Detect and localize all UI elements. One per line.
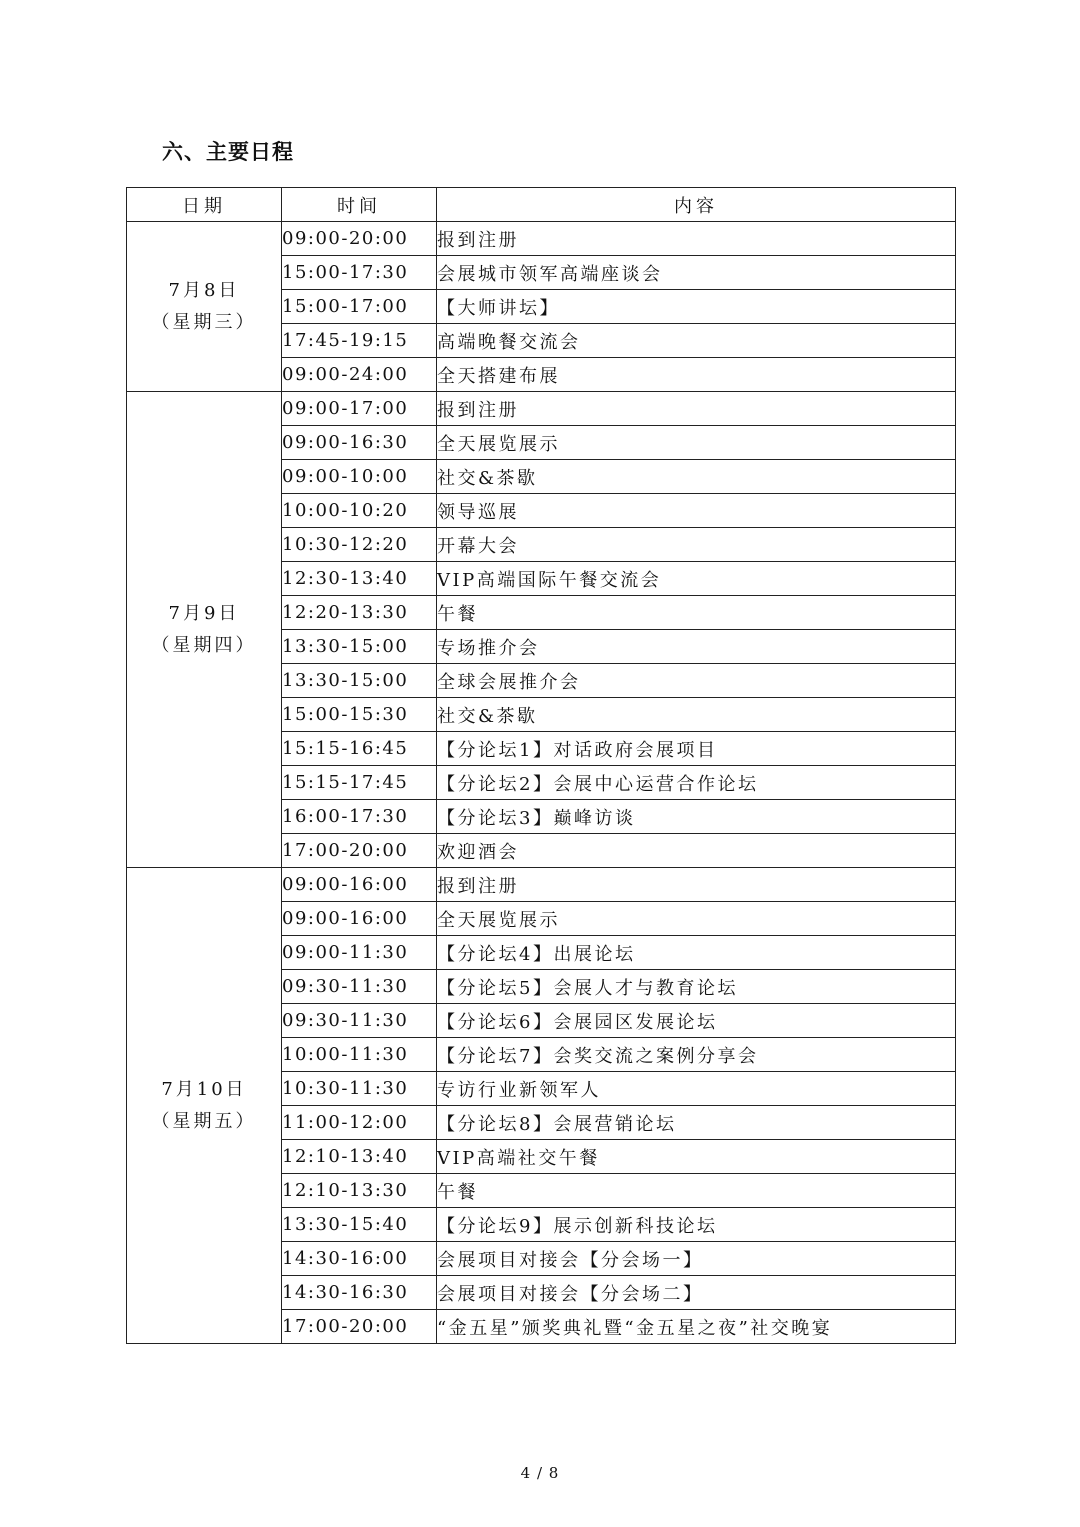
date-cell bbox=[127, 222, 282, 392]
content-cell: 专场推介会 bbox=[437, 630, 956, 664]
content-cell: 【大师讲坛】 bbox=[437, 290, 956, 324]
content-cell: 全天搭建布展 bbox=[437, 358, 956, 392]
content-cell: 会展城市领军高端座谈会 bbox=[437, 256, 956, 290]
time-cell: 10:00-10:20 bbox=[282, 494, 437, 528]
section-title: 六、主要日程 bbox=[162, 140, 294, 164]
date-label: 7月9日 bbox=[168, 602, 240, 624]
page-number: 4 / 8 bbox=[520, 1464, 560, 1482]
date-cell bbox=[127, 868, 282, 1344]
content-cell: 社交&茶歇 bbox=[437, 698, 956, 732]
weekday-label: （星期五） bbox=[151, 1110, 257, 1132]
time-cell: 10:30-12:20 bbox=[282, 528, 437, 562]
time-cell: 09:00-24:00 bbox=[282, 358, 437, 392]
date-cell bbox=[127, 392, 282, 868]
time-cell: 15:00-17:00 bbox=[282, 290, 437, 324]
time-cell: 12:10-13:30 bbox=[282, 1174, 437, 1208]
schedule-table bbox=[126, 187, 956, 1344]
time-cell: 12:10-13:40 bbox=[282, 1140, 437, 1174]
content-cell: 全球会展推介会 bbox=[437, 664, 956, 698]
content-cell: 全天展览展示 bbox=[437, 902, 956, 936]
content-cell: 【分论坛8】会展营销论坛 bbox=[437, 1106, 956, 1140]
schedule-row bbox=[127, 868, 956, 902]
weekday-label: （星期三） bbox=[151, 311, 257, 333]
content-cell: 开幕大会 bbox=[437, 528, 956, 562]
time-cell: 17:45-19:15 bbox=[282, 324, 437, 358]
content-cell: VIP高端国际午餐交流会 bbox=[437, 562, 956, 596]
time-cell: 09:00-20:00 bbox=[282, 222, 437, 256]
time-cell: 12:20-13:30 bbox=[282, 596, 437, 630]
content-cell: 【分论坛9】展示创新科技论坛 bbox=[437, 1208, 956, 1242]
content-cell: 午餐 bbox=[437, 1174, 956, 1208]
date-label: 7月10日 bbox=[161, 1078, 247, 1100]
time-cell: 12:30-13:40 bbox=[282, 562, 437, 596]
time-cell: 09:00-16:00 bbox=[282, 902, 437, 936]
time-cell: 09:30-11:30 bbox=[282, 970, 437, 1004]
time-cell: 16:00-17:30 bbox=[282, 800, 437, 834]
time-cell: 09:00-16:00 bbox=[282, 868, 437, 902]
content-cell: 领导巡展 bbox=[437, 494, 956, 528]
schedule-row bbox=[127, 392, 956, 426]
time-cell: 17:00-20:00 bbox=[282, 1310, 437, 1344]
time-cell: 11:00-12:00 bbox=[282, 1106, 437, 1140]
time-cell: 10:30-11:30 bbox=[282, 1072, 437, 1106]
content-cell: “金五星”颁奖典礼暨“金五星之夜”社交晚宴 bbox=[437, 1310, 956, 1344]
content-cell: 专访行业新领军人 bbox=[437, 1072, 956, 1106]
content-cell: 【分论坛6】会展园区发展论坛 bbox=[437, 1004, 956, 1038]
content-cell: VIP高端社交午餐 bbox=[437, 1140, 956, 1174]
content-cell: 【分论坛5】会展人才与教育论坛 bbox=[437, 970, 956, 1004]
weekday-label: （星期四） bbox=[151, 634, 257, 656]
time-cell: 09:30-11:30 bbox=[282, 1004, 437, 1038]
schedule-row bbox=[127, 222, 956, 256]
content-cell: 【分论坛1】对话政府会展项目 bbox=[437, 732, 956, 766]
content-cell: 报到注册 bbox=[437, 868, 956, 902]
content-cell: 会展项目对接会【分会场二】 bbox=[437, 1276, 956, 1310]
content-cell: 报到注册 bbox=[437, 222, 956, 256]
content-cell: 【分论坛2】会展中心运营合作论坛 bbox=[437, 766, 956, 800]
time-cell: 13:30-15:00 bbox=[282, 630, 437, 664]
time-cell: 09:00-11:30 bbox=[282, 936, 437, 970]
schedule-body bbox=[127, 222, 956, 1344]
content-cell: 社交&茶歇 bbox=[437, 460, 956, 494]
time-cell: 17:00-20:00 bbox=[282, 834, 437, 868]
content-cell: 欢迎酒会 bbox=[437, 834, 956, 868]
schedule-header bbox=[127, 188, 956, 222]
time-cell: 13:30-15:40 bbox=[282, 1208, 437, 1242]
time-cell: 15:15-17:45 bbox=[282, 766, 437, 800]
time-cell: 15:15-16:45 bbox=[282, 732, 437, 766]
content-cell: 午餐 bbox=[437, 596, 956, 630]
content-cell: 全天展览展示 bbox=[437, 426, 956, 460]
header-content: 内容 bbox=[437, 188, 956, 222]
content-cell: 高端晚餐交流会 bbox=[437, 324, 956, 358]
time-cell: 10:00-11:30 bbox=[282, 1038, 437, 1072]
content-cell: 会展项目对接会【分会场一】 bbox=[437, 1242, 956, 1276]
time-cell: 15:00-15:30 bbox=[282, 698, 437, 732]
time-cell: 14:30-16:00 bbox=[282, 1242, 437, 1276]
time-cell: 09:00-17:00 bbox=[282, 392, 437, 426]
content-cell: 【分论坛4】出展论坛 bbox=[437, 936, 956, 970]
time-cell: 09:00-16:30 bbox=[282, 426, 437, 460]
content-cell: 【分论坛3】巅峰访谈 bbox=[437, 800, 956, 834]
header-time: 时间 bbox=[282, 188, 437, 222]
time-cell: 09:00-10:00 bbox=[282, 460, 437, 494]
content-cell: 报到注册 bbox=[437, 392, 956, 426]
date-label: 7月8日 bbox=[168, 279, 240, 301]
time-cell: 13:30-15:00 bbox=[282, 664, 437, 698]
header-date: 日期 bbox=[127, 188, 282, 222]
time-cell: 15:00-17:30 bbox=[282, 256, 437, 290]
content-cell: 【分论坛7】会奖交流之案例分享会 bbox=[437, 1038, 956, 1072]
header-row bbox=[127, 188, 956, 222]
time-cell: 14:30-16:30 bbox=[282, 1276, 437, 1310]
